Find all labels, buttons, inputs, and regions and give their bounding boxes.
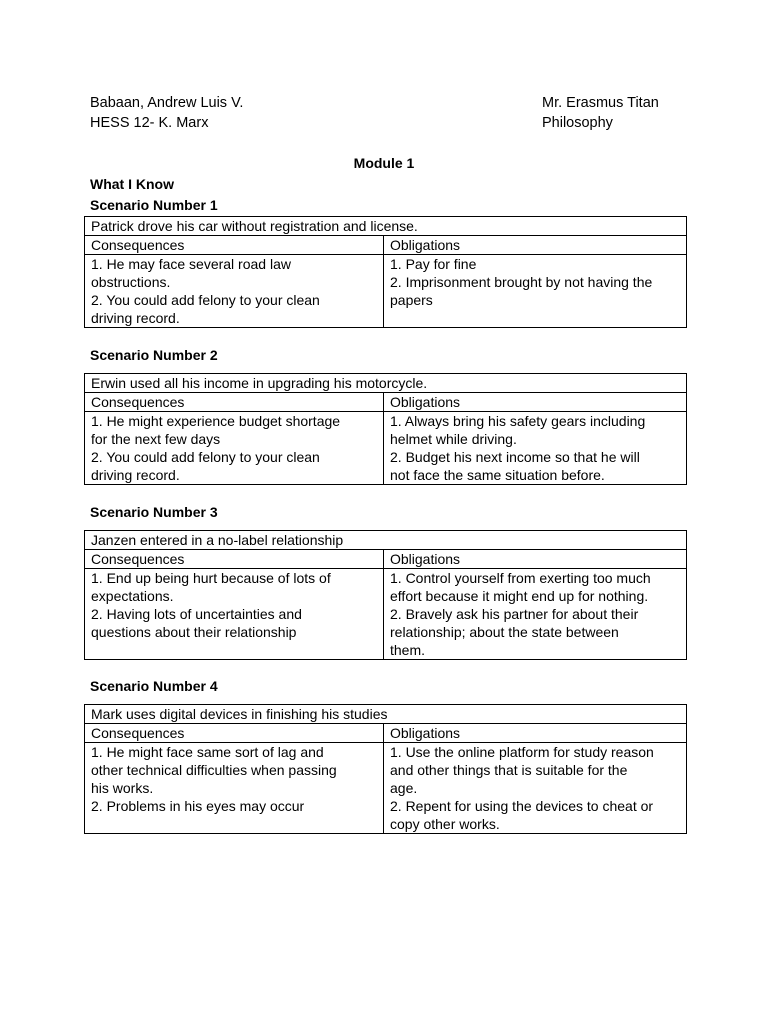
consequence-line: 2. You could add felony to your clean	[91, 292, 320, 308]
consequence-line: 2. Problems in his eyes may occur	[91, 798, 305, 814]
course-info	[542, 93, 659, 133]
consequences-header: Consequences	[85, 393, 384, 412]
scenario-2-table	[84, 373, 687, 485]
scenario-prompt-row	[85, 531, 687, 550]
teacher-name: Mr. Erasmus Titan	[542, 95, 659, 111]
column-header-row	[85, 724, 687, 743]
obligation-line: 1. Control yourself from exerting too much	[390, 570, 651, 586]
scenario-1-obligations	[384, 255, 687, 328]
scenario-1-prompt: Patrick drove his car without registration and license.	[85, 217, 687, 236]
module-title: Module 1	[353, 155, 415, 171]
obligations-header: Obligations	[384, 550, 687, 569]
scenario-3-consequences	[85, 569, 384, 660]
subject-name: Philosophy	[542, 115, 613, 131]
obligation-line: them.	[390, 642, 426, 658]
consequence-line: 1. He might experience budget shortage	[91, 413, 341, 429]
obligation-line: 1. Use the online platform for study reason	[390, 744, 654, 760]
consequence-line: 1. End up being hurt because of lots of	[91, 570, 331, 586]
scenario-2-prompt: Erwin used all his income in upgrading his motorcycle.	[85, 374, 687, 393]
consequence-line: questions about their relationship	[91, 624, 297, 640]
obligation-line: papers	[390, 292, 433, 308]
student-name: Babaan, Andrew Luis V.	[90, 95, 244, 111]
obligation-line: 2. Budget his next income so that he will	[390, 449, 640, 465]
obligation-line: helmet while driving.	[390, 431, 517, 447]
consequence-line: obstructions.	[91, 274, 171, 290]
scenario-2-obligations	[384, 412, 687, 485]
obligation-line: 2. Repent for using the devices to cheat or	[390, 798, 654, 814]
consequences-header: Consequences	[85, 550, 384, 569]
consequences-header: Consequences	[85, 236, 384, 255]
scenario-3-prompt: Janzen entered in a no-label relationship	[85, 531, 687, 550]
scenario-content-row	[85, 412, 687, 485]
scenario-3-obligations	[384, 569, 687, 660]
scenario-2-label: Scenario Number 2	[90, 347, 218, 363]
obligation-line: 1. Pay for fine	[390, 256, 477, 272]
obligation-line: effort because it might end up for nothing.	[390, 588, 649, 604]
obligation-line: 2. Imprisonment brought by not having the	[390, 274, 653, 290]
consequence-line: driving record.	[91, 310, 180, 326]
scenario-4-label: Scenario Number 4	[90, 678, 218, 694]
scenario-content-row	[85, 743, 687, 834]
scenario-1-label: Scenario Number 1	[90, 197, 218, 213]
obligation-line: and other things that is suitable for the	[390, 762, 628, 778]
obligation-line: not face the same situation before.	[390, 467, 605, 483]
obligation-line: age.	[390, 780, 418, 796]
scenario-1-table	[84, 216, 687, 328]
column-header-row	[85, 393, 687, 412]
consequence-line: 2. Having lots of uncertainties and	[91, 606, 302, 622]
obligation-line: 2. Bravely ask his partner for about their	[390, 606, 639, 622]
scenario-4-obligations	[384, 743, 687, 834]
scenario-content-row	[85, 569, 687, 660]
obligations-header: Obligations	[384, 236, 687, 255]
obligation-line: relationship; about the state between	[390, 624, 619, 640]
scenario-prompt-row	[85, 217, 687, 236]
scenario-4-consequences	[85, 743, 384, 834]
consequence-line: expectations.	[91, 588, 174, 604]
scenario-prompt-row	[85, 374, 687, 393]
obligations-header: Obligations	[384, 724, 687, 743]
column-header-row	[85, 550, 687, 569]
scenario-prompt-row	[85, 705, 687, 724]
consequence-line: 1. He may face several road law	[91, 256, 291, 272]
consequence-line: 1. He might face same sort of lag and	[91, 744, 324, 760]
obligation-line: 1. Always bring his safety gears including	[390, 413, 646, 429]
scenario-3-table	[84, 530, 687, 660]
scenario-4-prompt: Mark uses digital devices in finishing his studies	[85, 705, 687, 724]
consequence-line: for the next few days	[91, 431, 221, 447]
obligations-header: Obligations	[384, 393, 687, 412]
student-section: HESS 12- K. Marx	[90, 115, 209, 131]
consequence-line: driving record.	[91, 467, 180, 483]
scenario-2-consequences	[85, 412, 384, 485]
scenario-4-table	[84, 704, 687, 834]
column-header-row	[85, 236, 687, 255]
consequence-line: his works.	[91, 780, 154, 796]
student-info	[90, 93, 243, 133]
obligation-line: copy other works.	[390, 816, 500, 832]
scenario-3-label: Scenario Number 3	[90, 504, 218, 520]
scenario-1-consequences	[85, 255, 384, 328]
consequences-header: Consequences	[85, 724, 384, 743]
scenario-content-row	[85, 255, 687, 328]
what-i-know-heading: What I Know	[90, 176, 174, 192]
consequence-line: other technical difficulties when passing	[91, 762, 337, 778]
consequence-line: 2. You could add felony to your clean	[91, 449, 320, 465]
